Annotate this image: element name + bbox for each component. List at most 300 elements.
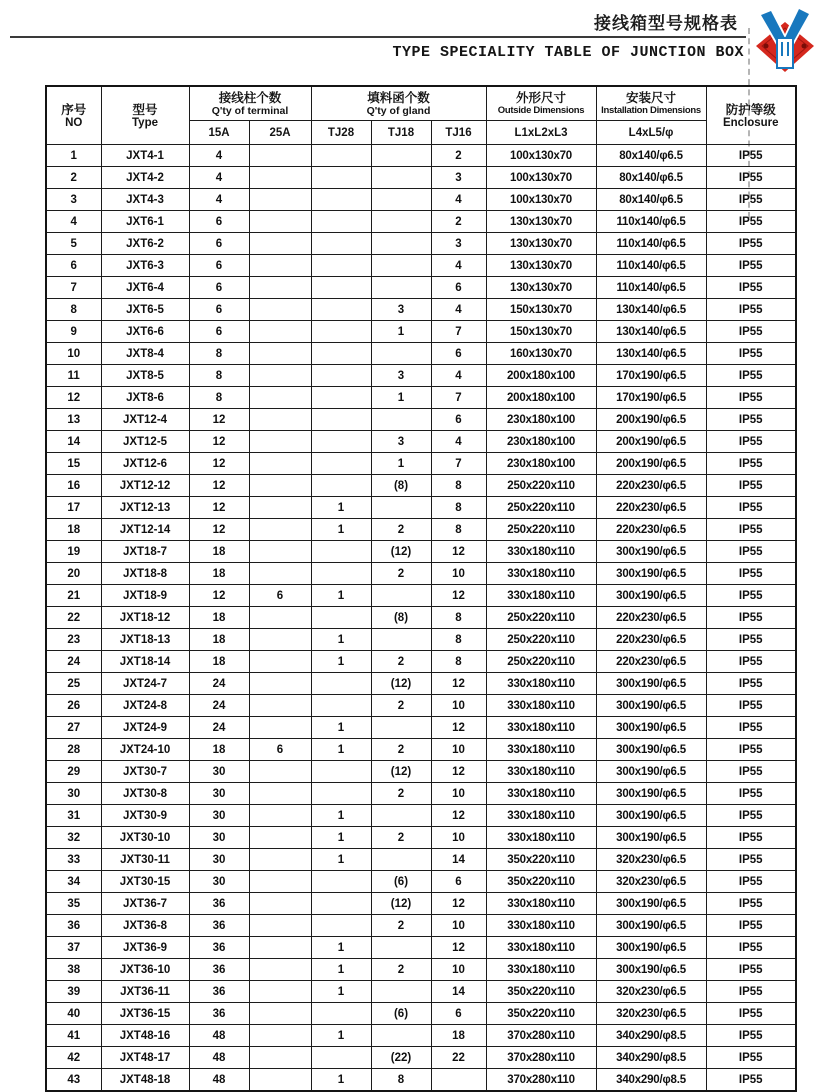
cell-terminal-15a: 24 bbox=[189, 673, 249, 695]
cell-enclosure: IP55 bbox=[706, 277, 796, 299]
cell-terminal-15a: 4 bbox=[189, 167, 249, 189]
cell-terminal-15a: 6 bbox=[189, 321, 249, 343]
cell-outside-dimensions: 330x180x110 bbox=[486, 563, 596, 585]
cell-gland-tj16: 12 bbox=[431, 717, 486, 739]
cell-outside-dimensions: 330x180x110 bbox=[486, 695, 596, 717]
cell-gland-tj18 bbox=[371, 145, 431, 167]
cell-terminal-15a: 12 bbox=[189, 431, 249, 453]
cell-gland-tj28 bbox=[311, 607, 371, 629]
cell-enclosure: IP55 bbox=[706, 211, 796, 233]
header-enclosure bbox=[706, 86, 796, 145]
table-row bbox=[46, 827, 796, 849]
header-terminal-group bbox=[189, 86, 311, 121]
cell-enclosure: IP55 bbox=[706, 255, 796, 277]
cell-gland-tj18: 2 bbox=[371, 959, 431, 981]
junction-box-spec-table bbox=[45, 85, 797, 1092]
cell-gland-tj16: 12 bbox=[431, 893, 486, 915]
cell-type: JXT12-13 bbox=[101, 497, 189, 519]
table-row bbox=[46, 805, 796, 827]
header-15a-label: 15A bbox=[208, 126, 230, 139]
cell-installation-dimensions: 220x230/φ6.5 bbox=[596, 629, 706, 651]
table-row bbox=[46, 1003, 796, 1025]
cell-gland-tj18: 1 bbox=[371, 321, 431, 343]
cell-terminal-25a bbox=[249, 893, 311, 915]
table-row bbox=[46, 1069, 796, 1092]
cell-no: 15 bbox=[46, 453, 101, 475]
cell-outside-dimensions: 330x180x110 bbox=[486, 717, 596, 739]
cell-gland-tj16: 2 bbox=[431, 211, 486, 233]
cell-type: JXT36-7 bbox=[101, 893, 189, 915]
table-row bbox=[46, 937, 796, 959]
cell-terminal-25a bbox=[249, 233, 311, 255]
cell-gland-tj16: 8 bbox=[431, 607, 486, 629]
cell-type: JXT8-5 bbox=[101, 365, 189, 387]
cell-type: JXT48-16 bbox=[101, 1025, 189, 1047]
cell-outside-dimensions: 100x130x70 bbox=[486, 167, 596, 189]
cell-outside-dimensions: 130x130x70 bbox=[486, 211, 596, 233]
cell-terminal-15a: 48 bbox=[189, 1047, 249, 1069]
cell-gland-tj16 bbox=[431, 1069, 486, 1092]
table-row bbox=[46, 475, 796, 497]
cell-no: 16 bbox=[46, 475, 101, 497]
cell-installation-dimensions: 300x190/φ6.5 bbox=[596, 761, 706, 783]
cell-terminal-25a bbox=[249, 365, 311, 387]
cell-gland-tj28 bbox=[311, 541, 371, 563]
cell-outside-dimensions: 330x180x110 bbox=[486, 585, 596, 607]
cell-type: JXT6-6 bbox=[101, 321, 189, 343]
cell-gland-tj28: 1 bbox=[311, 827, 371, 849]
cell-enclosure: IP55 bbox=[706, 497, 796, 519]
cell-gland-tj18 bbox=[371, 277, 431, 299]
cell-terminal-25a bbox=[249, 849, 311, 871]
cell-installation-dimensions: 320x230/φ6.5 bbox=[596, 1003, 706, 1025]
cell-terminal-25a bbox=[249, 651, 311, 673]
header-tj28 bbox=[311, 121, 371, 145]
cell-no: 40 bbox=[46, 1003, 101, 1025]
cell-gland-tj18 bbox=[371, 629, 431, 651]
cell-gland-tj28 bbox=[311, 695, 371, 717]
cell-type: JXT30-10 bbox=[101, 827, 189, 849]
cell-gland-tj16: 6 bbox=[431, 277, 486, 299]
cell-terminal-25a bbox=[249, 321, 311, 343]
cell-type: JXT48-18 bbox=[101, 1069, 189, 1092]
cell-terminal-25a bbox=[249, 343, 311, 365]
cell-outside-dimensions: 350x220x110 bbox=[486, 849, 596, 871]
cell-terminal-15a: 36 bbox=[189, 893, 249, 915]
cell-installation-dimensions: 300x190/φ6.5 bbox=[596, 541, 706, 563]
cell-terminal-25a bbox=[249, 827, 311, 849]
cell-type: JXT30-11 bbox=[101, 849, 189, 871]
cell-installation-dimensions: 300x190/φ6.5 bbox=[596, 585, 706, 607]
cell-terminal-25a bbox=[249, 497, 311, 519]
cell-enclosure: IP55 bbox=[706, 453, 796, 475]
cell-no: 11 bbox=[46, 365, 101, 387]
cell-gland-tj18 bbox=[371, 497, 431, 519]
cell-no: 12 bbox=[46, 387, 101, 409]
cell-no: 35 bbox=[46, 893, 101, 915]
cell-terminal-15a: 24 bbox=[189, 695, 249, 717]
cell-terminal-15a: 6 bbox=[189, 255, 249, 277]
table-row bbox=[46, 255, 796, 277]
cell-installation-dimensions: 300x190/φ6.5 bbox=[596, 827, 706, 849]
cell-no: 25 bbox=[46, 673, 101, 695]
header-outside-en: Outside Dimensions bbox=[497, 105, 585, 116]
cell-no: 7 bbox=[46, 277, 101, 299]
cell-no: 41 bbox=[46, 1025, 101, 1047]
table-row bbox=[46, 299, 796, 321]
cell-outside-dimensions: 230x180x100 bbox=[486, 409, 596, 431]
cell-terminal-25a: 6 bbox=[249, 585, 311, 607]
cell-terminal-25a bbox=[249, 475, 311, 497]
cell-gland-tj18: 3 bbox=[371, 365, 431, 387]
cell-gland-tj18 bbox=[371, 189, 431, 211]
cell-terminal-25a bbox=[249, 167, 311, 189]
cell-type: JXT12-6 bbox=[101, 453, 189, 475]
cell-enclosure: IP55 bbox=[706, 387, 796, 409]
header-tj18-label: TJ18 bbox=[387, 126, 415, 139]
cell-enclosure: IP55 bbox=[706, 761, 796, 783]
cell-outside-dimensions: 350x220x110 bbox=[486, 1003, 596, 1025]
header-install-en: Installation Dimensions bbox=[601, 105, 701, 116]
cell-outside-dimensions: 330x180x110 bbox=[486, 893, 596, 915]
cell-gland-tj16: 22 bbox=[431, 1047, 486, 1069]
cell-enclosure: IP55 bbox=[706, 893, 796, 915]
cell-no: 17 bbox=[46, 497, 101, 519]
cell-enclosure: IP55 bbox=[706, 233, 796, 255]
cell-terminal-25a bbox=[249, 541, 311, 563]
cell-gland-tj18 bbox=[371, 343, 431, 365]
cell-terminal-15a: 30 bbox=[189, 761, 249, 783]
header-25a bbox=[249, 121, 311, 145]
cell-gland-tj28 bbox=[311, 761, 371, 783]
cell-terminal-25a bbox=[249, 695, 311, 717]
cell-installation-dimensions: 110x140/φ6.5 bbox=[596, 211, 706, 233]
cell-terminal-15a: 48 bbox=[189, 1025, 249, 1047]
header-outside-cn: 外形尺寸 bbox=[516, 90, 567, 105]
cell-enclosure: IP55 bbox=[706, 739, 796, 761]
cell-gland-tj16: 7 bbox=[431, 321, 486, 343]
cell-terminal-25a bbox=[249, 409, 311, 431]
cell-type: JXT24-7 bbox=[101, 673, 189, 695]
cell-type: JXT6-4 bbox=[101, 277, 189, 299]
cell-type: JXT30-15 bbox=[101, 871, 189, 893]
cell-terminal-15a: 36 bbox=[189, 981, 249, 1003]
header-install-cn: 安装尺寸 bbox=[626, 90, 677, 105]
cell-gland-tj18 bbox=[371, 167, 431, 189]
cell-installation-dimensions: 130x140/φ6.5 bbox=[596, 299, 706, 321]
cell-no: 19 bbox=[46, 541, 101, 563]
cell-terminal-25a bbox=[249, 299, 311, 321]
cell-enclosure: IP55 bbox=[706, 607, 796, 629]
cell-enclosure: IP55 bbox=[706, 915, 796, 937]
cell-gland-tj28 bbox=[311, 453, 371, 475]
cell-gland-tj18: 2 bbox=[371, 783, 431, 805]
cell-gland-tj28 bbox=[311, 1003, 371, 1025]
cell-gland-tj28 bbox=[311, 893, 371, 915]
header-type-en: Type bbox=[132, 117, 158, 129]
cell-type: JXT12-4 bbox=[101, 409, 189, 431]
table-header bbox=[46, 86, 796, 145]
cell-enclosure: IP55 bbox=[706, 651, 796, 673]
cell-type: JXT36-11 bbox=[101, 981, 189, 1003]
cell-gland-tj18: 2 bbox=[371, 563, 431, 585]
cell-gland-tj28 bbox=[311, 321, 371, 343]
cell-installation-dimensions: 340x290/φ8.5 bbox=[596, 1069, 706, 1092]
cell-gland-tj18: (12) bbox=[371, 541, 431, 563]
cell-terminal-25a bbox=[249, 145, 311, 167]
cell-installation-dimensions: 300x190/φ6.5 bbox=[596, 937, 706, 959]
cell-installation-dimensions: 320x230/φ6.5 bbox=[596, 871, 706, 893]
cell-type: JXT30-9 bbox=[101, 805, 189, 827]
cell-terminal-15a: 24 bbox=[189, 717, 249, 739]
table-row bbox=[46, 453, 796, 475]
cell-outside-dimensions: 330x180x110 bbox=[486, 739, 596, 761]
cell-gland-tj18: (8) bbox=[371, 475, 431, 497]
cell-no: 33 bbox=[46, 849, 101, 871]
cell-gland-tj18: (12) bbox=[371, 673, 431, 695]
table-row bbox=[46, 981, 796, 1003]
cell-outside-dimensions: 200x180x100 bbox=[486, 387, 596, 409]
cell-no: 4 bbox=[46, 211, 101, 233]
cell-gland-tj28: 1 bbox=[311, 959, 371, 981]
header-gland-group bbox=[311, 86, 486, 121]
header-tj18 bbox=[371, 121, 431, 145]
cell-no: 8 bbox=[46, 299, 101, 321]
cell-gland-tj18: 3 bbox=[371, 299, 431, 321]
cell-gland-tj16: 7 bbox=[431, 453, 486, 475]
header-tj16 bbox=[431, 121, 486, 145]
cell-type: JXT30-7 bbox=[101, 761, 189, 783]
company-logo-icon bbox=[752, 4, 818, 78]
cell-outside-dimensions: 250x220x110 bbox=[486, 475, 596, 497]
cell-outside-dimensions: 250x220x110 bbox=[486, 497, 596, 519]
cell-terminal-25a bbox=[249, 255, 311, 277]
cell-terminal-25a bbox=[249, 937, 311, 959]
cell-outside-dimensions: 130x130x70 bbox=[486, 277, 596, 299]
cell-terminal-15a: 18 bbox=[189, 629, 249, 651]
cell-gland-tj28: 1 bbox=[311, 497, 371, 519]
header-15a bbox=[189, 121, 249, 145]
table-row bbox=[46, 431, 796, 453]
cell-gland-tj18: (22) bbox=[371, 1047, 431, 1069]
cell-enclosure: IP55 bbox=[706, 431, 796, 453]
cell-no: 13 bbox=[46, 409, 101, 431]
cell-gland-tj28 bbox=[311, 409, 371, 431]
cell-outside-dimensions: 330x180x110 bbox=[486, 541, 596, 563]
cell-outside-dimensions: 150x130x70 bbox=[486, 299, 596, 321]
table-row bbox=[46, 277, 796, 299]
cell-outside-dimensions: 250x220x110 bbox=[486, 519, 596, 541]
cell-gland-tj28 bbox=[311, 211, 371, 233]
cell-gland-tj18 bbox=[371, 211, 431, 233]
cell-gland-tj18: 3 bbox=[371, 431, 431, 453]
cell-enclosure: IP55 bbox=[706, 475, 796, 497]
cell-terminal-25a bbox=[249, 211, 311, 233]
cell-gland-tj18: 2 bbox=[371, 519, 431, 541]
header-terminal-en: Q'ty of terminal bbox=[211, 105, 289, 117]
cell-terminal-15a: 12 bbox=[189, 409, 249, 431]
cell-no: 23 bbox=[46, 629, 101, 651]
cell-gland-tj28: 1 bbox=[311, 739, 371, 761]
cell-installation-dimensions: 300x190/φ6.5 bbox=[596, 739, 706, 761]
cell-outside-dimensions: 330x180x110 bbox=[486, 959, 596, 981]
cell-installation-dimensions: 300x190/φ6.5 bbox=[596, 805, 706, 827]
cell-gland-tj16: 6 bbox=[431, 871, 486, 893]
cell-installation-dimensions: 300x190/φ6.5 bbox=[596, 563, 706, 585]
header-l1l2l3-label: L1xL2xL3 bbox=[514, 126, 568, 139]
cell-gland-tj16: 4 bbox=[431, 431, 486, 453]
cell-gland-tj28 bbox=[311, 673, 371, 695]
cell-gland-tj16: 3 bbox=[431, 167, 486, 189]
cell-enclosure: IP55 bbox=[706, 629, 796, 651]
header-l4l5 bbox=[596, 121, 706, 145]
table-row bbox=[46, 783, 796, 805]
cell-enclosure: IP55 bbox=[706, 1047, 796, 1069]
cell-enclosure: IP55 bbox=[706, 827, 796, 849]
cell-type: JXT24-10 bbox=[101, 739, 189, 761]
cell-outside-dimensions: 350x220x110 bbox=[486, 981, 596, 1003]
cell-gland-tj18 bbox=[371, 849, 431, 871]
cell-gland-tj28 bbox=[311, 783, 371, 805]
cell-gland-tj18 bbox=[371, 585, 431, 607]
cell-installation-dimensions: 300x190/φ6.5 bbox=[596, 695, 706, 717]
cell-gland-tj16: 10 bbox=[431, 739, 486, 761]
cell-type: JXT18-13 bbox=[101, 629, 189, 651]
cell-type: JXT30-8 bbox=[101, 783, 189, 805]
cell-gland-tj18 bbox=[371, 409, 431, 431]
cell-type: JXT36-15 bbox=[101, 1003, 189, 1025]
header-gland-cn: 填料函个数 bbox=[367, 90, 430, 105]
cell-no: 21 bbox=[46, 585, 101, 607]
cell-enclosure: IP55 bbox=[706, 871, 796, 893]
header-enclosure-cn: 防护等级 bbox=[725, 102, 776, 117]
cell-outside-dimensions: 330x180x110 bbox=[486, 761, 596, 783]
cell-terminal-25a bbox=[249, 563, 311, 585]
cell-terminal-25a bbox=[249, 1069, 311, 1092]
cell-gland-tj16: 3 bbox=[431, 233, 486, 255]
cell-gland-tj16: 14 bbox=[431, 981, 486, 1003]
header-enclosure-en: Enclosure bbox=[722, 117, 779, 129]
cell-outside-dimensions: 100x130x70 bbox=[486, 189, 596, 211]
table-row bbox=[46, 651, 796, 673]
table-row bbox=[46, 321, 796, 343]
cell-terminal-15a: 12 bbox=[189, 497, 249, 519]
cell-gland-tj16: 10 bbox=[431, 959, 486, 981]
header-l1l2l3 bbox=[486, 121, 596, 145]
cell-installation-dimensions: 340x290/φ8.5 bbox=[596, 1025, 706, 1047]
cell-gland-tj16: 12 bbox=[431, 585, 486, 607]
cell-outside-dimensions: 100x130x70 bbox=[486, 145, 596, 167]
cell-terminal-25a bbox=[249, 915, 311, 937]
cell-type: JXT6-2 bbox=[101, 233, 189, 255]
cell-gland-tj18: (8) bbox=[371, 607, 431, 629]
cell-enclosure: IP55 bbox=[706, 805, 796, 827]
cell-gland-tj16: 12 bbox=[431, 541, 486, 563]
cell-installation-dimensions: 320x230/φ6.5 bbox=[596, 981, 706, 1003]
cell-terminal-15a: 6 bbox=[189, 277, 249, 299]
cell-no: 37 bbox=[46, 937, 101, 959]
cell-gland-tj28 bbox=[311, 915, 371, 937]
cell-type: JXT12-14 bbox=[101, 519, 189, 541]
cell-terminal-25a bbox=[249, 717, 311, 739]
cell-type: JXT6-3 bbox=[101, 255, 189, 277]
table-row bbox=[46, 233, 796, 255]
cell-gland-tj28 bbox=[311, 387, 371, 409]
table-row bbox=[46, 167, 796, 189]
cell-type: JXT36-8 bbox=[101, 915, 189, 937]
cell-terminal-15a: 18 bbox=[189, 541, 249, 563]
cell-installation-dimensions: 130x140/φ6.5 bbox=[596, 321, 706, 343]
cell-enclosure: IP55 bbox=[706, 585, 796, 607]
table-row bbox=[46, 717, 796, 739]
table-row bbox=[46, 541, 796, 563]
cell-terminal-15a: 6 bbox=[189, 211, 249, 233]
cell-terminal-15a: 30 bbox=[189, 783, 249, 805]
cell-gland-tj18: 1 bbox=[371, 453, 431, 475]
cell-outside-dimensions: 230x180x100 bbox=[486, 431, 596, 453]
header-no-cn: 序号 bbox=[61, 102, 87, 117]
cell-terminal-25a bbox=[249, 629, 311, 651]
table-row bbox=[46, 387, 796, 409]
cell-terminal-25a: 6 bbox=[249, 739, 311, 761]
cell-terminal-25a bbox=[249, 607, 311, 629]
cell-gland-tj16: 12 bbox=[431, 673, 486, 695]
cell-outside-dimensions: 330x180x110 bbox=[486, 937, 596, 959]
table-row bbox=[46, 497, 796, 519]
table-row bbox=[46, 585, 796, 607]
cell-gland-tj28: 1 bbox=[311, 519, 371, 541]
cell-gland-tj28: 1 bbox=[311, 651, 371, 673]
cell-enclosure: IP55 bbox=[706, 1069, 796, 1092]
cell-enclosure: IP55 bbox=[706, 849, 796, 871]
cell-no: 5 bbox=[46, 233, 101, 255]
cell-no: 14 bbox=[46, 431, 101, 453]
cell-terminal-25a bbox=[249, 277, 311, 299]
cell-gland-tj16: 8 bbox=[431, 629, 486, 651]
cell-terminal-25a bbox=[249, 1003, 311, 1025]
cell-gland-tj16: 8 bbox=[431, 475, 486, 497]
table-row bbox=[46, 519, 796, 541]
cell-terminal-15a: 12 bbox=[189, 585, 249, 607]
cell-no: 36 bbox=[46, 915, 101, 937]
cell-terminal-15a: 18 bbox=[189, 563, 249, 585]
table-row bbox=[46, 189, 796, 211]
cell-gland-tj28 bbox=[311, 189, 371, 211]
header-no-en: NO bbox=[65, 117, 83, 129]
table-row bbox=[46, 629, 796, 651]
cell-gland-tj18 bbox=[371, 233, 431, 255]
cell-gland-tj28 bbox=[311, 299, 371, 321]
cell-installation-dimensions: 220x230/φ6.5 bbox=[596, 519, 706, 541]
table-row bbox=[46, 409, 796, 431]
cell-type: JXT4-3 bbox=[101, 189, 189, 211]
cell-gland-tj28: 1 bbox=[311, 805, 371, 827]
cell-outside-dimensions: 330x180x110 bbox=[486, 783, 596, 805]
cell-outside-dimensions: 160x130x70 bbox=[486, 343, 596, 365]
cell-outside-dimensions: 350x220x110 bbox=[486, 871, 596, 893]
cell-enclosure: IP55 bbox=[706, 321, 796, 343]
cell-installation-dimensions: 170x190/φ6.5 bbox=[596, 365, 706, 387]
cell-outside-dimensions: 150x130x70 bbox=[486, 321, 596, 343]
cell-installation-dimensions: 80x140/φ6.5 bbox=[596, 167, 706, 189]
cell-enclosure: IP55 bbox=[706, 145, 796, 167]
logo-graphic bbox=[752, 4, 818, 78]
cell-installation-dimensions: 220x230/φ6.5 bbox=[596, 651, 706, 673]
cell-no: 6 bbox=[46, 255, 101, 277]
cell-no: 18 bbox=[46, 519, 101, 541]
cell-gland-tj16: 7 bbox=[431, 387, 486, 409]
cell-terminal-15a: 36 bbox=[189, 937, 249, 959]
